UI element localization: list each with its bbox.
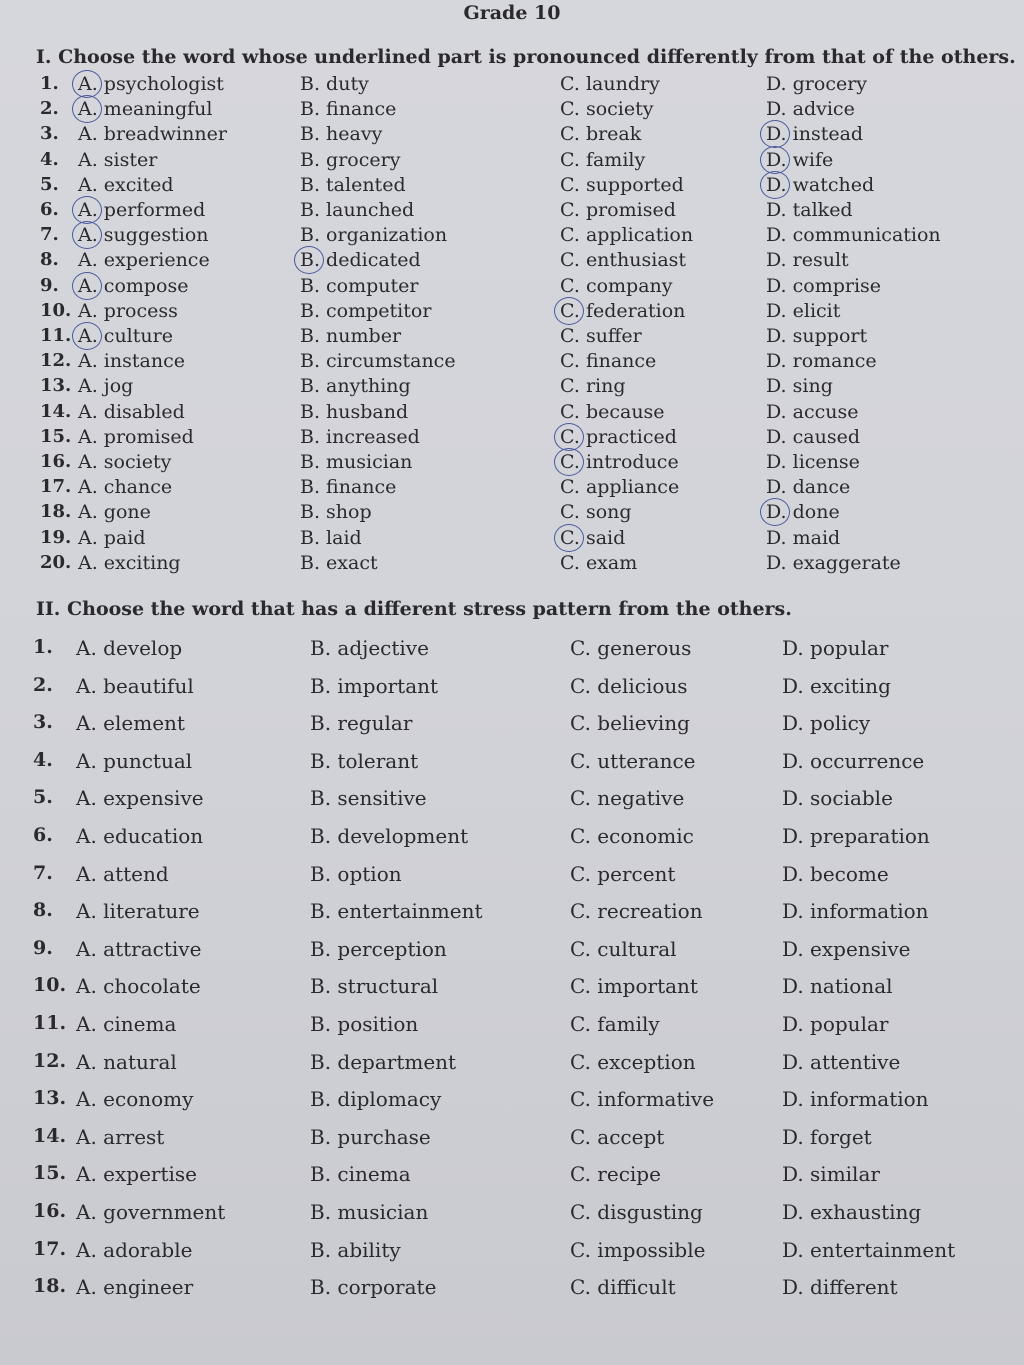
- option-a[interactable]: A. promised: [78, 425, 194, 448]
- option-a[interactable]: A. punctual: [76, 748, 193, 773]
- option-b-circled[interactable]: B. dedicated: [300, 249, 421, 272]
- option-b[interactable]: B. corporate: [310, 1275, 437, 1300]
- question-row: [0, 862, 1024, 898]
- option-b[interactable]: B. organization: [300, 224, 448, 247]
- question-number: 7.: [33, 861, 53, 884]
- section-2-heading: II. Choose the word that has a different stress pattern from the others.: [36, 598, 792, 620]
- option-c[interactable]: C. exam: [560, 551, 638, 574]
- option-b[interactable]: B. purchase: [310, 1124, 431, 1149]
- option-b[interactable]: B. finance: [300, 98, 397, 121]
- option-a[interactable]: A. chance: [78, 476, 173, 499]
- question-row: [0, 375, 1024, 401]
- question-row: [0, 1275, 1024, 1311]
- option-c[interactable]: C. recipe: [570, 1162, 661, 1187]
- option-d[interactable]: D. sing: [766, 375, 833, 398]
- option-c-circled[interactable]: C. practiced: [560, 425, 677, 448]
- option-b[interactable]: B. finance: [300, 476, 397, 499]
- option-c[interactable]: C. family: [570, 1012, 660, 1036]
- option-c[interactable]: C. because: [560, 400, 665, 423]
- question-row: [0, 249, 1024, 275]
- option-d[interactable]: D. entertainment: [782, 1237, 956, 1262]
- option-c[interactable]: C. negative: [570, 786, 685, 811]
- question-row: [0, 401, 1024, 427]
- option-b[interactable]: B. perception: [310, 936, 447, 961]
- question-number: 10.: [33, 974, 67, 997]
- option-a-circled[interactable]: A. meaningful: [78, 98, 213, 121]
- option-c-circled[interactable]: C. federation: [560, 299, 686, 322]
- option-b[interactable]: B. anything: [300, 375, 411, 398]
- option-c-circled[interactable]: C. introduce: [560, 451, 679, 473]
- question-number: 3.: [40, 123, 59, 145]
- question-row: [0, 501, 1024, 527]
- page-title: Grade 10: [463, 2, 561, 24]
- question-row: [0, 300, 1024, 326]
- option-d[interactable]: D. similar: [782, 1162, 880, 1187]
- option-d[interactable]: D. maid: [766, 526, 841, 549]
- option-a[interactable]: A. element: [76, 711, 185, 736]
- question-row: [0, 476, 1024, 502]
- option-d[interactable]: D. exhausting: [782, 1200, 922, 1224]
- question-row: [0, 224, 1024, 250]
- question-row: [0, 786, 1024, 822]
- option-a[interactable]: A. natural: [76, 1049, 177, 1074]
- option-c[interactable]: C. believing: [570, 711, 690, 736]
- question-number: 11.: [33, 1012, 67, 1034]
- option-a[interactable]: A. cinema: [76, 1012, 177, 1036]
- option-d[interactable]: D. exciting: [782, 673, 891, 698]
- option-a[interactable]: A. disabled: [78, 400, 185, 423]
- option-a[interactable]: A. experience: [78, 249, 210, 272]
- option-d[interactable]: D. forget: [782, 1124, 872, 1149]
- question-number: 5.: [40, 173, 59, 195]
- option-a[interactable]: A. expensive: [76, 786, 204, 811]
- option-d[interactable]: D. expensive: [782, 936, 911, 961]
- question-row: [0, 174, 1024, 200]
- question-row: [0, 749, 1024, 785]
- option-c[interactable]: C. company: [560, 274, 673, 297]
- option-a[interactable]: A. gone: [78, 501, 151, 524]
- option-d[interactable]: D. elicit: [766, 299, 841, 322]
- question-number: 18.: [40, 501, 72, 523]
- option-b[interactable]: B. regular: [310, 711, 413, 736]
- option-d[interactable]: D. grocery: [766, 73, 868, 95]
- option-d[interactable]: D. popular: [782, 636, 889, 660]
- question-number: 16.: [40, 451, 72, 472]
- option-a[interactable]: A. jog: [78, 375, 134, 398]
- question-number: 6.: [33, 824, 53, 846]
- option-a-circled[interactable]: A. compose: [78, 274, 189, 297]
- question-row: [0, 73, 1024, 99]
- option-b[interactable]: B. tolerant: [310, 748, 419, 773]
- option-d[interactable]: D. exaggerate: [766, 551, 901, 574]
- option-c[interactable]: C. laundry: [560, 73, 660, 95]
- option-a[interactable]: A. attend: [76, 861, 169, 886]
- option-c[interactable]: C. accept: [570, 1124, 665, 1149]
- option-a[interactable]: A. breadwinner: [78, 123, 227, 146]
- question-number: 17.: [40, 476, 72, 498]
- question-number: 2.: [33, 673, 53, 696]
- option-b[interactable]: B. heavy: [300, 123, 383, 146]
- option-b[interactable]: B. adjective: [310, 636, 429, 660]
- option-d[interactable]: D. caused: [766, 425, 860, 448]
- option-d[interactable]: D. information: [782, 899, 929, 924]
- question-number: 3.: [33, 711, 53, 734]
- option-d[interactable]: D. sociable: [782, 786, 893, 811]
- option-c[interactable]: C. promised: [560, 199, 676, 221]
- option-d-circled[interactable]: D. wife: [766, 148, 834, 171]
- option-c[interactable]: C. impossible: [570, 1237, 706, 1262]
- option-d[interactable]: D. different: [782, 1275, 898, 1300]
- option-d[interactable]: D. occurrence: [782, 748, 925, 773]
- option-c-circled[interactable]: C. said: [560, 526, 626, 549]
- option-c[interactable]: C. ring: [560, 375, 626, 398]
- question-row: [0, 1238, 1024, 1274]
- option-b[interactable]: B. department: [310, 1049, 457, 1074]
- option-b[interactable]: B. option: [310, 861, 402, 886]
- question-number: 15.: [40, 425, 72, 447]
- option-c[interactable]: C. economic: [570, 824, 694, 848]
- question-row: [0, 451, 1024, 477]
- option-a[interactable]: A. arrest: [76, 1124, 165, 1149]
- question-number: 8.: [33, 899, 53, 922]
- option-d[interactable]: D. support: [766, 325, 868, 347]
- question-number: 19.: [40, 526, 72, 548]
- option-c[interactable]: C. enthusiast: [560, 249, 687, 272]
- question-row: [0, 552, 1024, 578]
- option-c[interactable]: C. society: [560, 98, 654, 121]
- question-row: [0, 1200, 1024, 1236]
- option-a[interactable]: A. government: [76, 1200, 226, 1224]
- option-c[interactable]: C. song: [560, 501, 632, 524]
- option-a-circled[interactable]: A. culture: [78, 325, 173, 347]
- option-c[interactable]: C. delicious: [570, 673, 688, 698]
- option-c[interactable]: C. disgusting: [570, 1200, 703, 1224]
- question-number: 13.: [33, 1087, 67, 1110]
- option-b[interactable]: B. competitor: [300, 299, 432, 322]
- option-d[interactable]: D. attentive: [782, 1049, 901, 1074]
- question-row: [0, 937, 1024, 973]
- option-c[interactable]: C. application: [560, 224, 694, 247]
- option-c[interactable]: C. recreation: [570, 899, 703, 924]
- option-c[interactable]: C. generous: [570, 636, 692, 660]
- question-number: 9.: [40, 274, 59, 296]
- question-row: [0, 123, 1024, 149]
- option-a[interactable]: A. beautiful: [76, 673, 194, 698]
- section-1-heading: I. Choose the word whose underlined part is pronounced differently from that of the others.: [36, 46, 1016, 68]
- option-b[interactable]: B. talented: [300, 173, 406, 196]
- question-number: 12.: [40, 350, 72, 372]
- option-c[interactable]: C. family: [560, 148, 646, 171]
- question-row: [0, 1012, 1024, 1048]
- question-row: [0, 350, 1024, 376]
- question-number: 17.: [33, 1237, 67, 1260]
- question-row: [0, 636, 1024, 672]
- option-d[interactable]: D. license: [766, 451, 860, 473]
- option-b[interactable]: B. computer: [300, 274, 419, 297]
- option-b[interactable]: B. circumstance: [300, 350, 456, 373]
- question-row: [0, 98, 1024, 124]
- option-d[interactable]: D. preparation: [782, 824, 930, 848]
- question-number: 12.: [33, 1049, 67, 1072]
- question-number: 14.: [40, 400, 72, 422]
- option-d[interactable]: D. result: [766, 249, 849, 272]
- question-row: [0, 899, 1024, 935]
- option-a[interactable]: A. economy: [76, 1087, 194, 1112]
- question-row: [0, 1125, 1024, 1161]
- option-a[interactable]: A. education: [76, 824, 204, 848]
- option-a[interactable]: A. literature: [76, 899, 200, 924]
- option-b[interactable]: B. important: [310, 673, 439, 698]
- question-number: 7.: [40, 224, 59, 246]
- question-number: 15.: [33, 1162, 67, 1185]
- option-c[interactable]: C. break: [560, 123, 642, 146]
- option-d-circled[interactable]: D. watched: [766, 173, 875, 196]
- option-a-circled[interactable]: A. psychologist: [78, 73, 224, 95]
- option-b[interactable]: B. cinema: [310, 1162, 411, 1187]
- option-c[interactable]: C. suffer: [560, 325, 642, 347]
- question-number: 20.: [40, 551, 72, 573]
- question-number: 13.: [40, 375, 72, 397]
- question-row: [0, 325, 1024, 351]
- question-number: 5.: [33, 786, 53, 809]
- option-c[interactable]: C. exception: [570, 1049, 696, 1074]
- question-row: [0, 974, 1024, 1010]
- question-row: [0, 1050, 1024, 1086]
- option-c[interactable]: C. important: [570, 974, 698, 999]
- question-number: 14.: [33, 1124, 67, 1147]
- option-b[interactable]: B. duty: [300, 73, 369, 95]
- option-a[interactable]: A. exciting: [78, 551, 181, 574]
- option-b[interactable]: B. laid: [300, 526, 362, 549]
- question-row: [0, 426, 1024, 452]
- option-b[interactable]: B. development: [310, 824, 469, 848]
- question-number: 9.: [33, 936, 53, 959]
- option-a[interactable]: A. sister: [78, 148, 158, 171]
- question-row: [0, 1162, 1024, 1198]
- option-b[interactable]: B. musician: [300, 451, 413, 473]
- question-row: [0, 199, 1024, 225]
- option-d[interactable]: D. accuse: [766, 400, 859, 423]
- question-number: 10.: [40, 299, 72, 321]
- option-d[interactable]: D. national: [782, 974, 893, 999]
- option-c[interactable]: C. supported: [560, 173, 684, 196]
- question-row: [0, 824, 1024, 860]
- option-a[interactable]: A. excited: [78, 173, 174, 196]
- option-b[interactable]: B. structural: [310, 974, 439, 999]
- option-b[interactable]: B. shop: [300, 501, 372, 524]
- question-number: 2.: [40, 98, 59, 120]
- option-a[interactable]: A. expertise: [76, 1162, 198, 1187]
- question-row: [0, 527, 1024, 553]
- option-b[interactable]: B. ability: [310, 1237, 401, 1262]
- question-row: [0, 1087, 1024, 1123]
- option-b[interactable]: B. position: [310, 1012, 419, 1036]
- question-number: 11.: [40, 325, 72, 346]
- question-row: [0, 711, 1024, 747]
- option-c[interactable]: C. informative: [570, 1087, 715, 1112]
- option-a-circled[interactable]: A. suggestion: [78, 224, 209, 247]
- option-a[interactable]: A. attractive: [76, 936, 202, 961]
- question-number: 6.: [40, 199, 59, 220]
- option-d[interactable]: D. information: [782, 1087, 929, 1112]
- option-b[interactable]: B. grocery: [300, 148, 401, 171]
- option-a[interactable]: A. develop: [76, 636, 183, 660]
- question-number: 18.: [33, 1275, 67, 1298]
- option-a[interactable]: A. process: [78, 299, 178, 322]
- option-a[interactable]: A. instance: [78, 350, 185, 373]
- option-a-circled[interactable]: A. performed: [78, 199, 206, 221]
- option-d[interactable]: D. comprise: [766, 274, 882, 297]
- option-b[interactable]: B. sensitive: [310, 786, 427, 811]
- option-d[interactable]: D. become: [782, 861, 889, 886]
- option-b[interactable]: B. launched: [300, 199, 415, 221]
- option-c[interactable]: C. appliance: [560, 476, 680, 499]
- option-d[interactable]: D. advice: [766, 98, 855, 121]
- option-a[interactable]: A. engineer: [76, 1275, 194, 1300]
- option-d[interactable]: D. policy: [782, 711, 871, 736]
- option-b[interactable]: B. entertainment: [310, 899, 483, 924]
- question-number: 16.: [33, 1200, 67, 1222]
- option-c[interactable]: C. difficult: [570, 1275, 676, 1300]
- question-number: 1.: [33, 636, 53, 658]
- option-b[interactable]: B. increased: [300, 425, 420, 448]
- question-number: 4.: [33, 748, 53, 771]
- option-c[interactable]: C. percent: [570, 861, 676, 886]
- option-a[interactable]: A. adorable: [76, 1237, 193, 1262]
- question-number: 4.: [40, 148, 59, 170]
- option-c[interactable]: C. utterance: [570, 748, 696, 773]
- question-number: 8.: [40, 249, 59, 271]
- question-row: [0, 674, 1024, 710]
- option-d[interactable]: D. communication: [766, 224, 941, 247]
- option-b[interactable]: B. diplomacy: [310, 1087, 442, 1112]
- option-a[interactable]: A. paid: [78, 526, 146, 549]
- question-row: [0, 275, 1024, 301]
- option-d[interactable]: D. romance: [766, 350, 877, 373]
- option-b[interactable]: B. number: [300, 325, 402, 347]
- question-row: [0, 149, 1024, 175]
- option-c[interactable]: C. finance: [560, 350, 657, 373]
- option-d[interactable]: D. popular: [782, 1012, 889, 1036]
- option-a[interactable]: A. society: [78, 451, 172, 473]
- option-d-circled[interactable]: D. instead: [766, 123, 864, 146]
- question-number: 1.: [40, 73, 59, 94]
- option-d-circled[interactable]: D. done: [766, 501, 840, 524]
- option-d[interactable]: D. talked: [766, 199, 853, 221]
- option-b[interactable]: B. exact: [300, 551, 378, 574]
- option-b[interactable]: B. musician: [310, 1200, 429, 1224]
- option-a[interactable]: A. chocolate: [76, 974, 201, 999]
- option-c[interactable]: C. cultural: [570, 936, 677, 961]
- option-b[interactable]: B. husband: [300, 400, 409, 423]
- option-d[interactable]: D. dance: [766, 476, 851, 499]
